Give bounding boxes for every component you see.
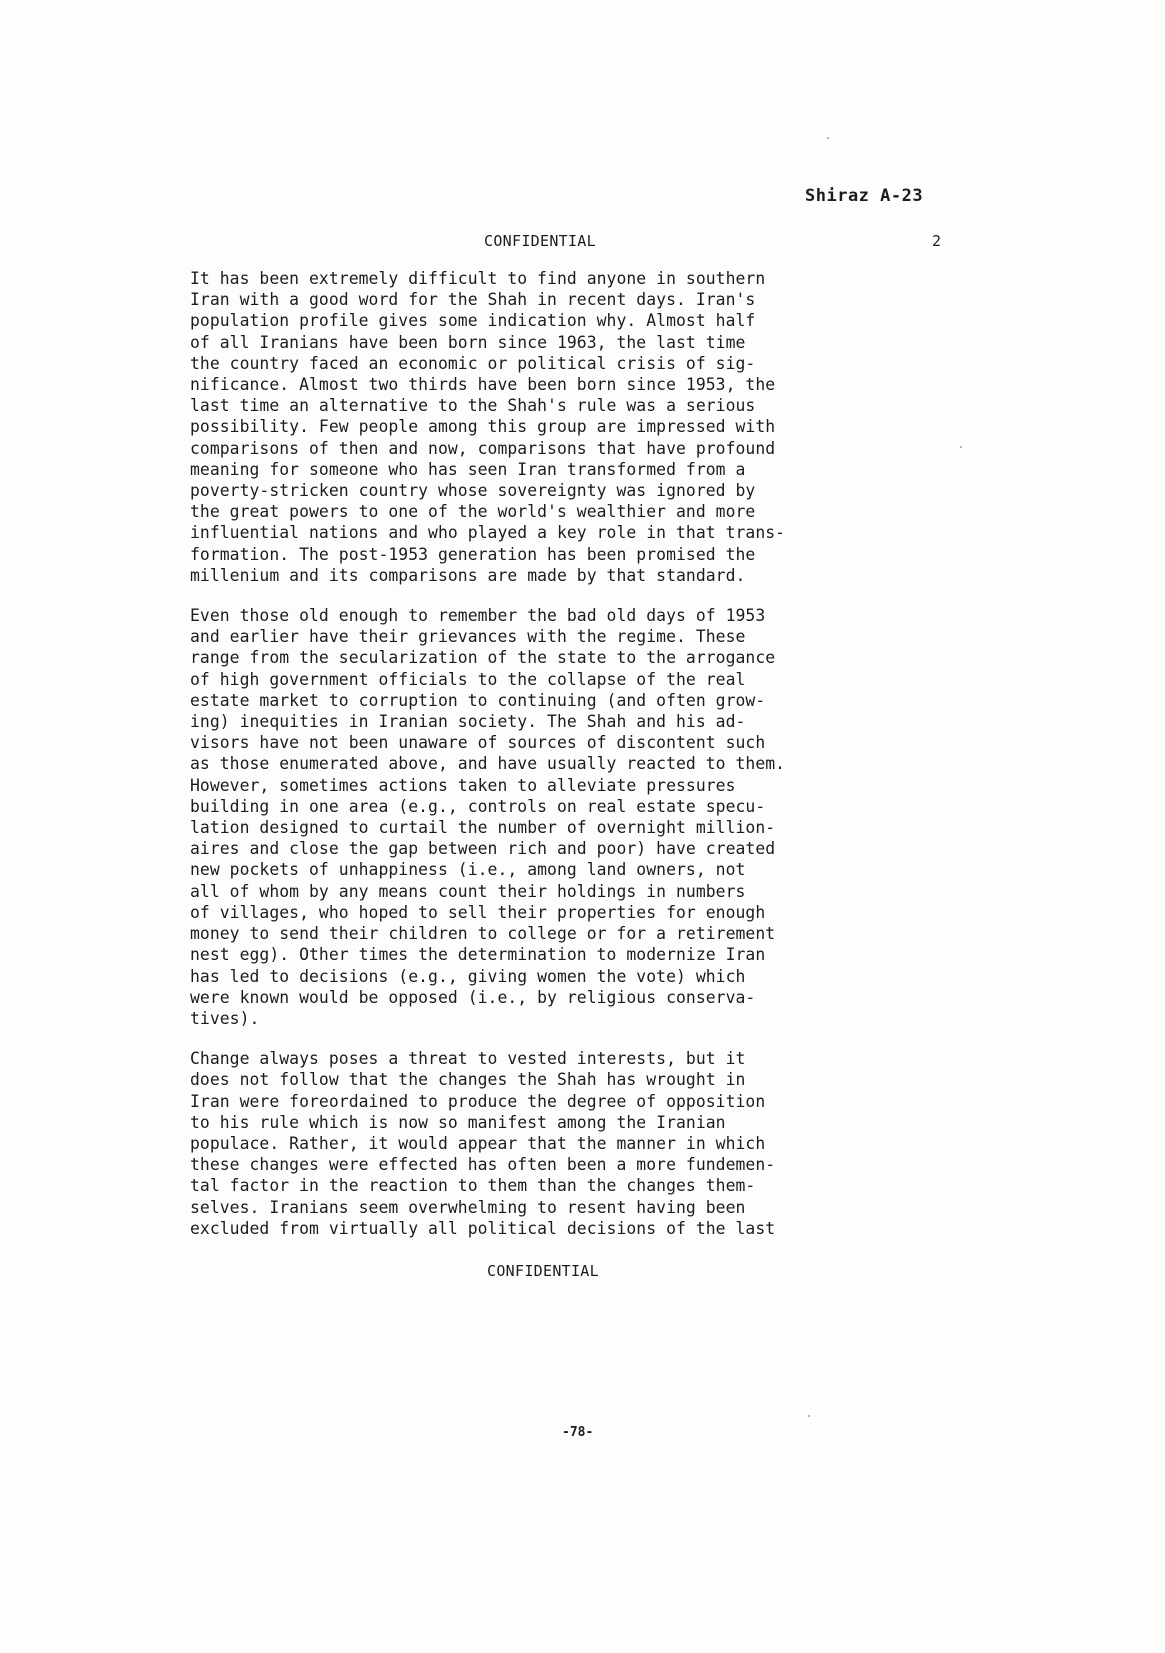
text-line: excluded from virtually all political decisions of the last [190,1218,776,1238]
text-line: millenium and its comparisons are made by that standard. [190,565,746,585]
text-line: selves. Iranians seem overwhelming to resent having been [190,1197,746,1217]
text-line: However, sometimes actions taken to alleviate pressures [190,775,736,795]
text-line: It has been extremely difficult to find anyone in southern [190,269,766,288]
text-line: tal factor in the reaction to them than the changes them- [190,1176,756,1196]
text-line: possibility. Few people among this group are impressed with [190,417,776,437]
text-line: and earlier have their grievances with the regime. These [190,627,746,647]
text-line: building in one area (e.g., controls on real estate specu- [190,796,766,816]
text-line: population profile gives some indication why. Almost half [190,311,756,331]
text-line: these changes were effected has often been a more fundemen- [190,1155,776,1175]
text-line: lation designed to curtail the number of overnight million- [190,818,776,838]
text-line: to his rule which is now so manifest among the Iranian [190,1112,726,1132]
text-line: comparisons of then and now, comparisons that have profound [190,438,776,458]
text-line: has led to decisions (e.g., giving women the vote) which [190,966,746,986]
text-line: of all Iranians have been born since 1963, the last time [190,332,746,352]
text-line: meaning for someone who has seen Iran transformed from a [190,459,746,479]
text-line: the great powers to one of the world's wealthier and more [190,502,756,522]
text-line: does not follow that the changes the Shah has wrought in [190,1070,746,1090]
text-line: Iran with a good word for the Shah in recent days. Iran's [190,290,756,310]
text-line: influential nations and who played a key role in that trans- [190,523,786,543]
text-line: of high government officials to the collapse of the real [190,669,746,689]
scan-speck [808,1415,810,1417]
text-line: all of whom by any means count their holdings in numbers [190,881,746,901]
text-line: estate market to corruption to continuing (and often grow- [190,690,766,710]
text-line: money to send their children to college or for a retirement [190,924,776,944]
classification-footer: CONFIDENTIAL [487,1262,599,1280]
text-line: nificance. Almost two thirds have been born since 1953, the [190,375,776,395]
text-line: populace. Rather, it would appear that the manner in which [190,1133,766,1153]
paragraph-1 [190,268,960,586]
text-line: aires and close the gap between rich and poor) have created [190,839,776,859]
body-text [190,268,960,1258]
text-line: of villages, who hoped to sell their properties for enough [190,902,766,922]
text-line: Even those old enough to remember the bad old days of 1953 [190,606,766,626]
text-line: the country faced an economic or political crisis of sig- [190,353,756,373]
text-line: Change always poses a threat to vested interests, but it [190,1049,746,1069]
scan-speck [827,137,829,139]
text-line: new pockets of unhappiness (i.e., among land owners, not [190,860,746,880]
text-line: ing) inequities in Iranian society. The Shah and his ad- [190,712,746,732]
paragraph-2 [190,605,960,1029]
text-line: range from the secularization of the state to the arrogance [190,648,776,668]
text-line: visors have not been unaware of sources of discontent such [190,733,766,753]
text-line: tives). [190,1008,260,1028]
text-line: as those enumerated above, and have usually reacted to them. [190,754,786,774]
page-number: 2 [932,232,942,250]
scan-speck [960,446,962,448]
document-reference: Shiraz A-23 [805,186,924,206]
text-line: nest egg). Other times the determination to modernize Iran [190,945,766,965]
paragraph-3 [190,1048,960,1239]
text-line: last time an alternative to the Shah's rule was a serious [190,396,756,416]
text-line: were known would be opposed (i.e., by religious conserva- [190,987,756,1007]
text-line: poverty-stricken country whose sovereignty was ignored by [190,481,756,501]
folio-number: -78- [562,1425,594,1440]
classification-header: CONFIDENTIAL [484,232,596,250]
text-line: formation. The post-1953 generation has been promised the [190,544,756,564]
text-line: Iran were foreordained to produce the degree of opposition [190,1091,766,1111]
